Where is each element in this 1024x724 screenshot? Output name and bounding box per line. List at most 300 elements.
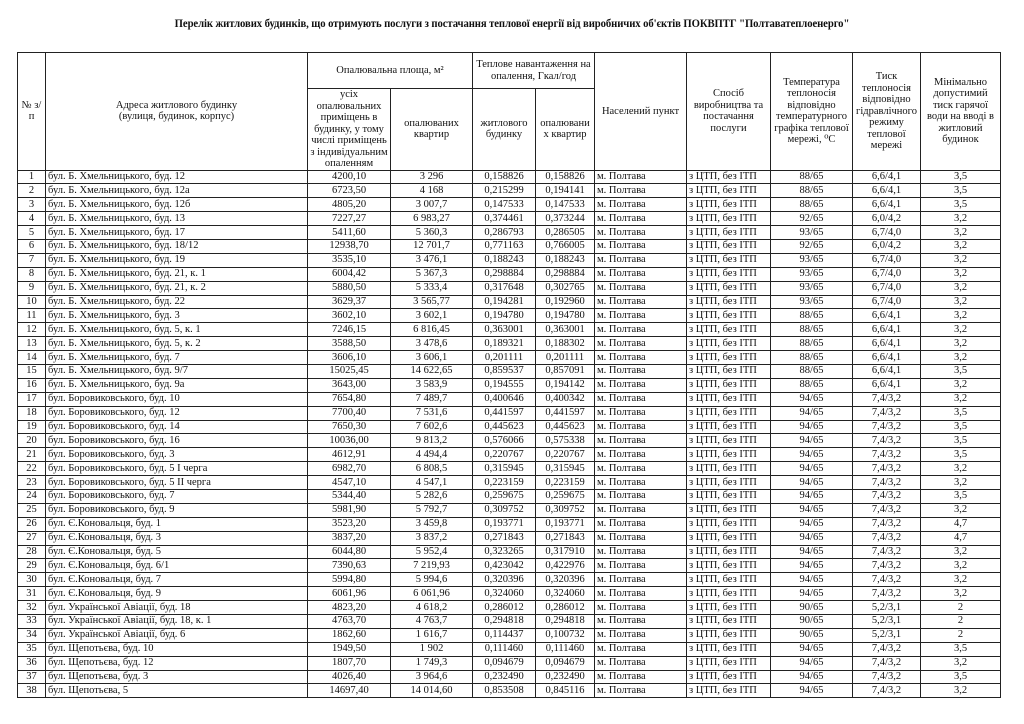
temperature-cell: 94/65 xyxy=(771,531,853,545)
row-number: 16 xyxy=(18,378,46,392)
area-all-cell: 3535,10 xyxy=(308,253,391,267)
address-cell: бул. Б. Хмельницького, буд. 21, к. 2 xyxy=(46,281,308,295)
temperature-cell: 94/65 xyxy=(771,517,853,531)
address-cell: бул. Є.Коновальця, буд. 7 xyxy=(46,573,308,587)
header-pressure: Тиск теплоносія відповідно гідравлічного режиму теплової мережі xyxy=(853,53,921,171)
temperature-cell: 92/65 xyxy=(771,239,853,253)
area-all-cell: 4026,40 xyxy=(308,670,391,684)
load-apartments-cell: 0,422976 xyxy=(536,559,595,573)
load-apartments-cell: 0,315945 xyxy=(536,462,595,476)
area-apartments-cell: 1 616,7 xyxy=(391,628,473,642)
address-cell: бул. Б. Хмельницького, буд. 12б xyxy=(46,198,308,212)
area-apartments-cell: 7 531,6 xyxy=(391,406,473,420)
row-number: 29 xyxy=(18,559,46,573)
temperature-cell: 90/65 xyxy=(771,615,853,629)
area-all-cell: 15025,45 xyxy=(308,364,391,378)
method-cell: з ЦТП, без ІТП xyxy=(687,295,771,309)
header-load-group: Теплове навантаження на опалення, Гкал/год xyxy=(473,53,595,89)
address-cell: бул. Боровиковського, буд. 12 xyxy=(46,406,308,420)
area-apartments-cell: 5 367,3 xyxy=(391,267,473,281)
pressure-cell: 6,7/4,0 xyxy=(853,226,921,240)
settlement-cell: м. Полтава xyxy=(595,587,687,601)
table-row xyxy=(18,281,1001,295)
area-all-cell: 3588,50 xyxy=(308,337,391,351)
temperature-cell: 94/65 xyxy=(771,503,853,517)
temperature-cell: 94/65 xyxy=(771,420,853,434)
area-all-cell: 4612,91 xyxy=(308,448,391,462)
load-apartments-cell: 0,298884 xyxy=(536,267,595,281)
min-pressure-cell: 3,2 xyxy=(921,226,1001,240)
area-all-cell: 3629,37 xyxy=(308,295,391,309)
table-row xyxy=(18,684,1001,698)
row-number: 20 xyxy=(18,434,46,448)
table-row xyxy=(18,323,1001,337)
area-all-cell: 1807,70 xyxy=(308,656,391,670)
min-pressure-cell: 3,2 xyxy=(921,573,1001,587)
area-apartments-cell: 5 994,6 xyxy=(391,573,473,587)
load-apartments-cell: 0,194780 xyxy=(536,309,595,323)
method-cell: з ЦТП, без ІТП xyxy=(687,656,771,670)
row-number: 18 xyxy=(18,406,46,420)
method-cell: з ЦТП, без ІТП xyxy=(687,545,771,559)
temperature-cell: 88/65 xyxy=(771,309,853,323)
load-building-cell: 0,853508 xyxy=(473,684,536,698)
address-cell: бул. Б. Хмельницького, буд. 13 xyxy=(46,212,308,226)
header-temperature: Температура теплоносія відповідно температурного графіка теплової мережі, ⁰С xyxy=(771,53,853,171)
area-apartments-cell: 3 476,1 xyxy=(391,253,473,267)
load-apartments-cell: 0,286505 xyxy=(536,226,595,240)
load-building-cell: 0,201111 xyxy=(473,351,536,365)
area-apartments-cell: 5 282,6 xyxy=(391,489,473,503)
address-cell: бул. Є.Коновальця, буд. 9 xyxy=(46,587,308,601)
min-pressure-cell: 3,2 xyxy=(921,503,1001,517)
min-pressure-cell: 3,5 xyxy=(921,198,1001,212)
table-row xyxy=(18,309,1001,323)
address-cell: бул. Б. Хмельницького, буд. 17 xyxy=(46,226,308,240)
method-cell: з ЦТП, без ІТП xyxy=(687,239,771,253)
header-area-all: усіх опалювальних приміщень в будинку, у тому числі приміщень з індивідуальним опаленням xyxy=(308,89,391,171)
table-row xyxy=(18,267,1001,281)
header-address: Адреса житлового будинку (вулиця, будинок, корпус) xyxy=(46,53,308,171)
min-pressure-cell: 3,2 xyxy=(921,267,1001,281)
area-apartments-cell: 5 360,3 xyxy=(391,226,473,240)
pressure-cell: 5,2/3,1 xyxy=(853,601,921,615)
area-all-cell: 7654,80 xyxy=(308,392,391,406)
table-row xyxy=(18,545,1001,559)
table-row xyxy=(18,573,1001,587)
area-all-cell: 6061,96 xyxy=(308,587,391,601)
row-number: 31 xyxy=(18,587,46,601)
table-row xyxy=(18,351,1001,365)
min-pressure-cell: 3,2 xyxy=(921,323,1001,337)
load-building-cell: 0,286012 xyxy=(473,601,536,615)
settlement-cell: м. Полтава xyxy=(595,351,687,365)
load-building-cell: 0,320396 xyxy=(473,573,536,587)
pressure-cell: 6,6/4,1 xyxy=(853,184,921,198)
temperature-cell: 94/65 xyxy=(771,476,853,490)
area-all-cell: 7227,27 xyxy=(308,212,391,226)
table-row xyxy=(18,670,1001,684)
method-cell: з ЦТП, без ІТП xyxy=(687,406,771,420)
area-all-cell: 3523,20 xyxy=(308,517,391,531)
address-cell: бул. Боровиковського, буд. 5 І черга xyxy=(46,462,308,476)
settlement-cell: м. Полтава xyxy=(595,323,687,337)
area-apartments-cell: 3 606,1 xyxy=(391,351,473,365)
load-building-cell: 0,271843 xyxy=(473,531,536,545)
table-row xyxy=(18,226,1001,240)
load-building-cell: 0,576066 xyxy=(473,434,536,448)
area-all-cell: 7390,63 xyxy=(308,559,391,573)
method-cell: з ЦТП, без ІТП xyxy=(687,351,771,365)
area-all-cell: 7700,40 xyxy=(308,406,391,420)
settlement-cell: м. Полтава xyxy=(595,392,687,406)
pressure-cell: 6,6/4,1 xyxy=(853,364,921,378)
address-cell: бул. Щепотьєва, буд. 3 xyxy=(46,670,308,684)
load-apartments-cell: 0,445623 xyxy=(536,420,595,434)
temperature-cell: 94/65 xyxy=(771,434,853,448)
load-building-cell: 0,147533 xyxy=(473,198,536,212)
method-cell: з ЦТП, без ІТП xyxy=(687,281,771,295)
pressure-cell: 6,7/4,0 xyxy=(853,253,921,267)
table-row xyxy=(18,628,1001,642)
load-building-cell: 0,323265 xyxy=(473,545,536,559)
table-row xyxy=(18,587,1001,601)
table-row xyxy=(18,198,1001,212)
area-all-cell: 6982,70 xyxy=(308,462,391,476)
load-building-cell: 0,286793 xyxy=(473,226,536,240)
load-apartments-cell: 0,158826 xyxy=(536,170,595,184)
table-row xyxy=(18,503,1001,517)
address-cell: бул. Б. Хмельницького, буд. 7 xyxy=(46,351,308,365)
load-apartments-cell: 0,192960 xyxy=(536,295,595,309)
area-apartments-cell: 12 701,7 xyxy=(391,239,473,253)
min-pressure-cell: 3,2 xyxy=(921,476,1001,490)
address-cell: бул. Боровиковського, буд. 5 ІІ черга xyxy=(46,476,308,490)
settlement-cell: м. Полтава xyxy=(595,170,687,184)
method-cell: з ЦТП, без ІТП xyxy=(687,267,771,281)
method-cell: з ЦТП, без ІТП xyxy=(687,573,771,587)
load-apartments-cell: 0,194142 xyxy=(536,378,595,392)
load-apartments-cell: 0,363001 xyxy=(536,323,595,337)
address-cell: бул. Української Авіації, буд. 18, к. 1 xyxy=(46,615,308,629)
area-all-cell: 4823,20 xyxy=(308,601,391,615)
load-apartments-cell: 0,320396 xyxy=(536,573,595,587)
pressure-cell: 7,4/3,2 xyxy=(853,476,921,490)
table-row xyxy=(18,420,1001,434)
temperature-cell: 94/65 xyxy=(771,587,853,601)
load-apartments-cell: 0,232490 xyxy=(536,670,595,684)
area-apartments-cell: 7 602,6 xyxy=(391,420,473,434)
temperature-cell: 93/65 xyxy=(771,295,853,309)
address-cell: бул. Є.Коновальця, буд. 3 xyxy=(46,531,308,545)
address-cell: бул. Боровиковського, буд. 14 xyxy=(46,420,308,434)
load-building-cell: 0,111460 xyxy=(473,642,536,656)
settlement-cell: м. Полтава xyxy=(595,601,687,615)
load-building-cell: 0,315945 xyxy=(473,462,536,476)
pressure-cell: 7,4/3,2 xyxy=(853,392,921,406)
area-all-cell: 4547,10 xyxy=(308,476,391,490)
area-apartments-cell: 5 952,4 xyxy=(391,545,473,559)
settlement-cell: м. Полтава xyxy=(595,309,687,323)
temperature-cell: 94/65 xyxy=(771,489,853,503)
settlement-cell: м. Полтава xyxy=(595,198,687,212)
table-row xyxy=(18,489,1001,503)
table-row xyxy=(18,364,1001,378)
address-cell: бул. Б. Хмельницького, буд. 5, к. 2 xyxy=(46,337,308,351)
temperature-cell: 94/65 xyxy=(771,670,853,684)
area-all-cell: 5880,50 xyxy=(308,281,391,295)
load-apartments-cell: 0,271843 xyxy=(536,531,595,545)
row-number: 28 xyxy=(18,545,46,559)
pressure-cell: 7,4/3,2 xyxy=(853,545,921,559)
address-cell: бул. Б. Хмельницького, буд. 3 xyxy=(46,309,308,323)
temperature-cell: 88/65 xyxy=(771,337,853,351)
area-all-cell: 4763,70 xyxy=(308,615,391,629)
temperature-cell: 88/65 xyxy=(771,364,853,378)
header-area-apartments: опалюваних квартир xyxy=(391,89,473,171)
pressure-cell: 7,4/3,2 xyxy=(853,503,921,517)
load-apartments-cell: 0,845116 xyxy=(536,684,595,698)
min-pressure-cell: 3,2 xyxy=(921,309,1001,323)
row-number: 33 xyxy=(18,615,46,629)
area-apartments-cell: 4 547,1 xyxy=(391,476,473,490)
load-apartments-cell: 0,441597 xyxy=(536,406,595,420)
table-row xyxy=(18,434,1001,448)
load-building-cell: 0,441597 xyxy=(473,406,536,420)
area-all-cell: 5411,60 xyxy=(308,226,391,240)
min-pressure-cell: 3,2 xyxy=(921,239,1001,253)
load-apartments-cell: 0,223159 xyxy=(536,476,595,490)
settlement-cell: м. Полтава xyxy=(595,545,687,559)
settlement-cell: м. Полтава xyxy=(595,559,687,573)
row-number: 15 xyxy=(18,364,46,378)
table-row xyxy=(18,531,1001,545)
method-cell: з ЦТП, без ІТП xyxy=(687,392,771,406)
min-pressure-cell: 3,5 xyxy=(921,364,1001,378)
load-apartments-cell: 0,294818 xyxy=(536,615,595,629)
load-building-cell: 0,771163 xyxy=(473,239,536,253)
method-cell: з ЦТП, без ІТП xyxy=(687,226,771,240)
area-apartments-cell: 1 749,3 xyxy=(391,656,473,670)
row-number: 8 xyxy=(18,267,46,281)
table-row xyxy=(18,212,1001,226)
pressure-cell: 7,4/3,2 xyxy=(853,670,921,684)
row-number: 21 xyxy=(18,448,46,462)
min-pressure-cell: 3,5 xyxy=(921,406,1001,420)
min-pressure-cell: 3,2 xyxy=(921,684,1001,698)
pressure-cell: 7,4/3,2 xyxy=(853,406,921,420)
header-min-pressure: Мінімально допустимий тиск гарячої води на вводі в житловий будинок xyxy=(921,53,1001,171)
address-cell: бул. Української Авіації, буд. 6 xyxy=(46,628,308,642)
area-all-cell: 3606,10 xyxy=(308,351,391,365)
pressure-cell: 7,4/3,2 xyxy=(853,462,921,476)
load-building-cell: 0,298884 xyxy=(473,267,536,281)
area-all-cell: 3643,00 xyxy=(308,378,391,392)
pressure-cell: 7,4/3,2 xyxy=(853,656,921,670)
load-building-cell: 0,309752 xyxy=(473,503,536,517)
load-building-cell: 0,193771 xyxy=(473,517,536,531)
table-row xyxy=(18,239,1001,253)
min-pressure-cell: 3,2 xyxy=(921,253,1001,267)
load-building-cell: 0,194780 xyxy=(473,309,536,323)
address-cell: бул. Б. Хмельницького, буд. 9/7 xyxy=(46,364,308,378)
pressure-cell: 6,7/4,0 xyxy=(853,267,921,281)
method-cell: з ЦТП, без ІТП xyxy=(687,212,771,226)
min-pressure-cell: 2 xyxy=(921,628,1001,642)
area-apartments-cell: 3 459,8 xyxy=(391,517,473,531)
area-apartments-cell: 5 792,7 xyxy=(391,503,473,517)
load-building-cell: 0,423042 xyxy=(473,559,536,573)
min-pressure-cell: 3,2 xyxy=(921,281,1001,295)
address-cell: бул. Б. Хмельницького, буд. 12а xyxy=(46,184,308,198)
load-apartments-cell: 0,111460 xyxy=(536,642,595,656)
address-cell: бул. Б. Хмельницького, буд. 9а xyxy=(46,378,308,392)
method-cell: з ЦТП, без ІТП xyxy=(687,462,771,476)
area-apartments-cell: 4 168 xyxy=(391,184,473,198)
table-row xyxy=(18,656,1001,670)
load-apartments-cell: 0,201111 xyxy=(536,351,595,365)
temperature-cell: 90/65 xyxy=(771,601,853,615)
method-cell: з ЦТП, без ІТП xyxy=(687,489,771,503)
address-cell: бул. Української Авіації, буд. 18 xyxy=(46,601,308,615)
method-cell: з ЦТП, без ІТП xyxy=(687,601,771,615)
settlement-cell: м. Полтава xyxy=(595,337,687,351)
buildings-table xyxy=(17,52,1001,698)
min-pressure-cell: 3,2 xyxy=(921,392,1001,406)
settlement-cell: м. Полтава xyxy=(595,503,687,517)
min-pressure-cell: 3,5 xyxy=(921,184,1001,198)
load-apartments-cell: 0,575338 xyxy=(536,434,595,448)
pressure-cell: 6,0/4,2 xyxy=(853,239,921,253)
method-cell: з ЦТП, без ІТП xyxy=(687,253,771,267)
area-all-cell: 4200,10 xyxy=(308,170,391,184)
row-number: 24 xyxy=(18,489,46,503)
area-apartments-cell: 14 622,65 xyxy=(391,364,473,378)
row-number: 10 xyxy=(18,295,46,309)
pressure-cell: 6,6/4,1 xyxy=(853,309,921,323)
settlement-cell: м. Полтава xyxy=(595,295,687,309)
min-pressure-cell: 3,2 xyxy=(921,656,1001,670)
area-all-cell: 6004,42 xyxy=(308,267,391,281)
method-cell: з ЦТП, без ІТП xyxy=(687,378,771,392)
method-cell: з ЦТП, без ІТП xyxy=(687,323,771,337)
load-building-cell: 0,400646 xyxy=(473,392,536,406)
load-apartments-cell: 0,400342 xyxy=(536,392,595,406)
temperature-cell: 88/65 xyxy=(771,351,853,365)
settlement-cell: м. Полтава xyxy=(595,531,687,545)
method-cell: з ЦТП, без ІТП xyxy=(687,531,771,545)
load-building-cell: 0,374461 xyxy=(473,212,536,226)
settlement-cell: м. Полтава xyxy=(595,226,687,240)
min-pressure-cell: 3,5 xyxy=(921,642,1001,656)
row-number: 32 xyxy=(18,601,46,615)
row-number: 7 xyxy=(18,253,46,267)
temperature-cell: 88/65 xyxy=(771,378,853,392)
load-apartments-cell: 0,220767 xyxy=(536,448,595,462)
load-building-cell: 0,189321 xyxy=(473,337,536,351)
load-building-cell: 0,188243 xyxy=(473,253,536,267)
area-apartments-cell: 3 583,9 xyxy=(391,378,473,392)
temperature-cell: 94/65 xyxy=(771,392,853,406)
table-row xyxy=(18,559,1001,573)
settlement-cell: м. Полтава xyxy=(595,573,687,587)
row-number: 27 xyxy=(18,531,46,545)
temperature-cell: 88/65 xyxy=(771,170,853,184)
settlement-cell: м. Полтава xyxy=(595,656,687,670)
settlement-cell: м. Полтава xyxy=(595,462,687,476)
settlement-cell: м. Полтава xyxy=(595,489,687,503)
method-cell: з ЦТП, без ІТП xyxy=(687,628,771,642)
area-apartments-cell: 7 219,93 xyxy=(391,559,473,573)
method-cell: з ЦТП, без ІТП xyxy=(687,184,771,198)
settlement-cell: м. Полтава xyxy=(595,684,687,698)
table-row xyxy=(18,601,1001,615)
settlement-cell: м. Полтава xyxy=(595,420,687,434)
area-all-cell: 4805,20 xyxy=(308,198,391,212)
temperature-cell: 94/65 xyxy=(771,545,853,559)
address-cell: бул. Б. Хмельницького, буд. 5, к. 1 xyxy=(46,323,308,337)
row-number: 35 xyxy=(18,642,46,656)
header-area-group: Опалювальна площа, м² xyxy=(308,53,473,89)
pressure-cell: 7,4/3,2 xyxy=(853,573,921,587)
table-row xyxy=(18,448,1001,462)
area-all-cell: 5344,40 xyxy=(308,489,391,503)
min-pressure-cell: 3,5 xyxy=(921,420,1001,434)
header-method: Спосіб виробництва та постачання послуги xyxy=(687,53,771,171)
row-number: 36 xyxy=(18,656,46,670)
pressure-cell: 5,2/3,1 xyxy=(853,628,921,642)
table-row xyxy=(18,392,1001,406)
table-row xyxy=(18,517,1001,531)
table-row xyxy=(18,378,1001,392)
address-cell: бул. Щепотьєва, буд. 10 xyxy=(46,642,308,656)
min-pressure-cell: 3,2 xyxy=(921,337,1001,351)
load-apartments-cell: 0,188302 xyxy=(536,337,595,351)
load-building-cell: 0,114437 xyxy=(473,628,536,642)
min-pressure-cell: 3,5 xyxy=(921,170,1001,184)
min-pressure-cell: 3,2 xyxy=(921,378,1001,392)
load-apartments-cell: 0,302765 xyxy=(536,281,595,295)
load-building-cell: 0,194281 xyxy=(473,295,536,309)
address-cell: бул. Боровиковського, буд. 10 xyxy=(46,392,308,406)
load-building-cell: 0,324060 xyxy=(473,587,536,601)
min-pressure-cell: 3,2 xyxy=(921,559,1001,573)
method-cell: з ЦТП, без ІТП xyxy=(687,170,771,184)
settlement-cell: м. Полтава xyxy=(595,628,687,642)
temperature-cell: 94/65 xyxy=(771,642,853,656)
temperature-cell: 88/65 xyxy=(771,323,853,337)
row-number: 13 xyxy=(18,337,46,351)
min-pressure-cell: 3,2 xyxy=(921,295,1001,309)
address-cell: бул. Щепотьєва, буд. 12 xyxy=(46,656,308,670)
row-number: 22 xyxy=(18,462,46,476)
temperature-cell: 94/65 xyxy=(771,684,853,698)
load-building-cell: 0,294818 xyxy=(473,615,536,629)
load-building-cell: 0,223159 xyxy=(473,476,536,490)
temperature-cell: 94/65 xyxy=(771,656,853,670)
settlement-cell: м. Полтава xyxy=(595,406,687,420)
table-row xyxy=(18,642,1001,656)
load-apartments-cell: 0,188243 xyxy=(536,253,595,267)
pressure-cell: 6,0/4,2 xyxy=(853,212,921,226)
row-number: 6 xyxy=(18,239,46,253)
area-apartments-cell: 4 494,4 xyxy=(391,448,473,462)
address-cell: бул. Б. Хмельницького, буд. 18/12 xyxy=(46,239,308,253)
temperature-cell: 94/65 xyxy=(771,448,853,462)
min-pressure-cell: 3,5 xyxy=(921,489,1001,503)
address-cell: бул. Є.Коновальця, буд. 5 xyxy=(46,545,308,559)
area-all-cell: 1862,60 xyxy=(308,628,391,642)
